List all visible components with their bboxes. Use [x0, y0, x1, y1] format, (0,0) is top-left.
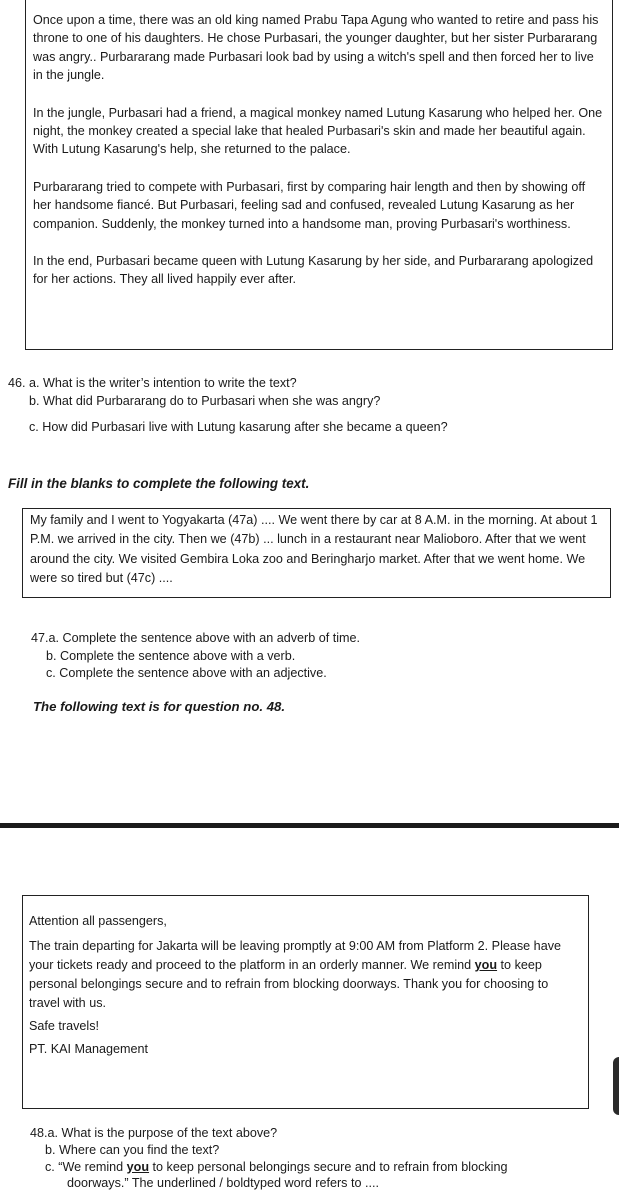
announcement-greeting: Attention all passengers,: [29, 914, 167, 928]
story-paragraph: Once upon a time, there was an old king named Prabu Tapa Agung who wanted to retire and pass his throne to one of his daughters. He chose Purbasari, the younger daughter, but her sister Purbararang was angry.. Purbararang made Purbasari look bad by using a witch's spell and then forced her to live in the jungle.: [33, 13, 599, 83]
question-46c: c. How did Purbasari live with Lutung kasarung after she became a queen?: [29, 419, 448, 434]
scroll-handle[interactable]: [613, 1057, 619, 1115]
question-48b: b. Where can you find the text?: [45, 1142, 220, 1157]
underlined-word: you: [126, 1159, 150, 1174]
question-47: [31, 630, 601, 683]
announcement-body-text: The train departing for Jakarta will be leaving promptly at 9:00 AM from Platform 2. Please have your tickets ready and proceed to the platform in an orderly manner. We remind: [29, 939, 561, 972]
underlined-word: you: [474, 958, 498, 972]
question-48a: 48.a. What is the purpose of the text above?: [30, 1126, 278, 1140]
question-48-intro: The following text is for question no. 48.: [33, 699, 286, 714]
question-46: [8, 374, 608, 436]
question-46b: b. What did Purbararang do to Purbasari when she was angry?: [29, 394, 381, 409]
fill-blanks-text-box: [22, 508, 611, 598]
announcement-closing: Safe travels!: [29, 1019, 99, 1033]
story-paragraph: In the end, Purbasari became queen with Lutung Kasarung by her side, and Purbararang apologized for her actions. They all lived happily ever after.: [33, 254, 594, 287]
announcement-box: [22, 895, 589, 1109]
fill-blanks-text: My family and I went to Yogyakarta (47a) .... We went there by car at 8 A.M. in the morning. At about 1 P.M. we arrived in the city. Then we (47b) ... lunch in a restaurant near Malioboro. After that we went around the city. We visited Gembira Loka zoo and Beringharjo market. After that we went home. We were so tired but (47c) ....: [30, 513, 598, 586]
story-text-box: [25, 0, 613, 350]
question-47a: 47.a. Complete the sentence above with an adverb of time.: [31, 631, 361, 645]
story-paragraph: In the jungle, Purbasari had a friend, a magical monkey named Lutung Kasarung who helped her. One night, the monkey created a special lake that healed Purbasari's skin and made her beautiful again. With Lutung Kasarung's help, she returned to the palace.: [33, 105, 603, 157]
announcement-body-text: to keep personal belongings secure and to refrain from blocking doorways. Thank you for choosing to travel with us.: [29, 958, 549, 1010]
question-47c: c. Complete the sentence above with an adjective.: [46, 666, 327, 681]
question-48c-continued: doorways.” The underlined / boldtyped word refers to ....: [67, 1176, 379, 1191]
story-paragraph: Purbararang tried to compete with Purbasari, first by comparing hair length and then by showing off her handsome fiancé. But Purbasari, feeling sad and confused, revealed Lutung Kasarung as her companion. Suddenly, the monkey turned into a handsome man, proving Purbasari's worthiness.: [33, 179, 586, 231]
question-47b: b. Complete the sentence above with a verb.: [46, 648, 296, 663]
page-divider: [0, 823, 619, 828]
question-46a: 46. a. What is the writer’s intention to write the text?: [8, 376, 297, 390]
question-48c-text: c. “We remind: [45, 1159, 127, 1174]
question-48: [30, 1125, 605, 1192]
question-48c-text: to keep personal belongings secure and to refrain from blocking: [149, 1159, 508, 1174]
fill-blanks-instruction: Fill in the blanks to complete the following text.: [8, 476, 310, 491]
announcement-body: [29, 937, 580, 1013]
question-48c: [30, 1159, 605, 1176]
announcement-signature: PT. KAI Management: [29, 1042, 149, 1056]
